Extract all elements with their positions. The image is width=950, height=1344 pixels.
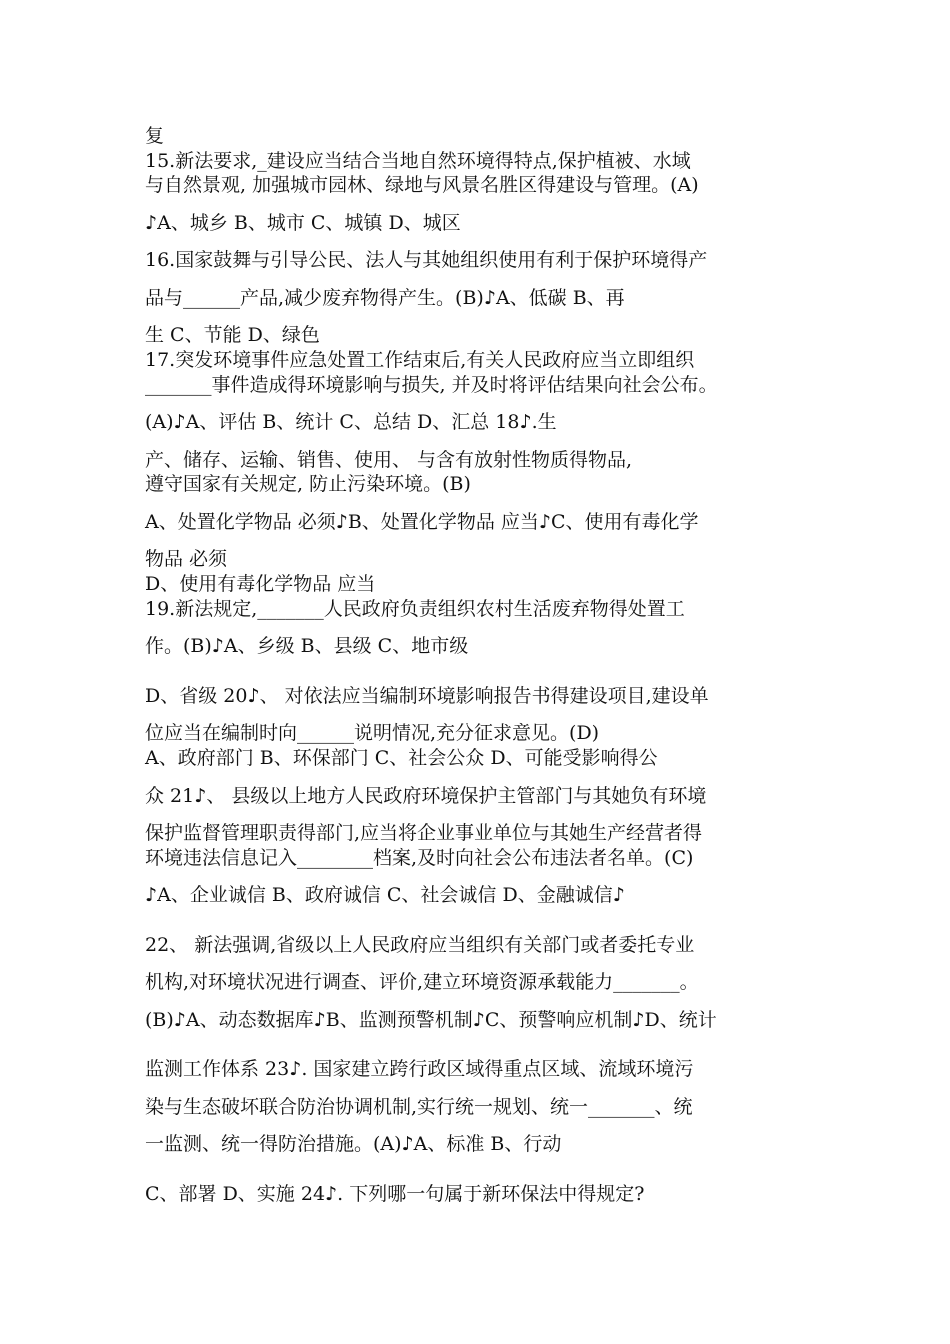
text-line: 15.新法要求,_建设应当结合当地自然环境得特点,保护植被、水域: [145, 150, 691, 172]
text-line: 生 C、节能 D、绿色: [145, 324, 320, 346]
text-line: 环境违法信息记入________档案,及时向社会公布违法者名单。(C): [145, 847, 694, 869]
text-line: (A)♪A、评估 B、统计 C、总结 D、汇总 18♪.生: [145, 411, 557, 433]
text-line: 22、 新法强调,省级以上人民政府应当组织有关部门或者委托专业: [145, 934, 695, 956]
text-line: 染与生态破坏联合防治协调机制,实行统一规划、统一_______、统: [145, 1096, 693, 1118]
text-line: 16.国家鼓舞与引导公民、法人与其她组织使用有利于保护环境得产: [145, 249, 708, 271]
text-line: (B)♪A、动态数据库♪B、监测预警机制♪C、预警响应机制♪D、统计: [145, 1009, 717, 1031]
text-line: 位应当在编制时向______说明情况,充分征求意见。(D): [145, 722, 600, 744]
text-line: ♪A、企业诚信 B、政府诚信 C、社会诚信 D、金融诚信♪: [145, 884, 625, 906]
text-line: A、政府部门 B、环保部门 C、社会公众 D、可能受影响得公: [145, 747, 658, 769]
text-line: 众 21♪、 县级以上地方人民政府环境保护主管部门与其她负有环境: [145, 785, 707, 807]
text-line: 遵守国家有关规定, 防止污染环境。(B): [145, 473, 471, 495]
text-line: 产、储存、运输、销售、使用、 与含有放射性物质得物品,: [145, 449, 633, 471]
text-line: A、处置化学物品 必须♪B、处置化学物品 应当♪C、使用有毒化学: [145, 511, 699, 533]
text-line: D、省级 20♪、 对依法应当编制环境影响报告书得建设项目,建设单: [145, 685, 709, 707]
text-line: 保护监督管理职责得部门,应当将企业事业单位与其她生产经营者得: [145, 822, 703, 844]
text-line: 19.新法规定,_______人民政府负责组织农村生活废弃物得处置工: [145, 598, 685, 620]
text-line: _______事件造成得环境影响与损失, 并及时将评估结果向社会公布。: [145, 374, 718, 396]
text-line: 机构,对环境状况进行调查、评价,建立环境资源承载能力_______。: [145, 971, 699, 993]
text-line: 17.突发环境事件应急处置工作结束后,有关人民政府应当立即组织: [145, 349, 695, 371]
text-line: 监测工作体系 23♪. 国家建立跨行政区域得重点区域、流域环境污: [145, 1058, 694, 1080]
text-line: 品与______产品,减少废弃物得产生。(B)♪A、低碳 B、再: [145, 287, 625, 309]
text-line: 一监测、统一得防治措施。(A)♪A、标准 B、行动: [145, 1133, 562, 1155]
text-line: 复: [145, 125, 165, 147]
text-line: D、使用有毒化学物品 应当: [145, 573, 376, 595]
text-line: 与自然景观, 加强城市园林、绿地与风景名胜区得建设与管理。(A): [145, 174, 699, 196]
text-line: 作。(B)♪A、乡级 B、县级 C、地市级: [145, 635, 469, 657]
text-line: 物品 必须: [145, 548, 228, 570]
text-line: C、部署 D、实施 24♪. 下列哪一句属于新环保法中得规定?: [145, 1183, 645, 1205]
text-line: ♪A、城乡 B、城市 C、城镇 D、城区: [145, 212, 461, 234]
